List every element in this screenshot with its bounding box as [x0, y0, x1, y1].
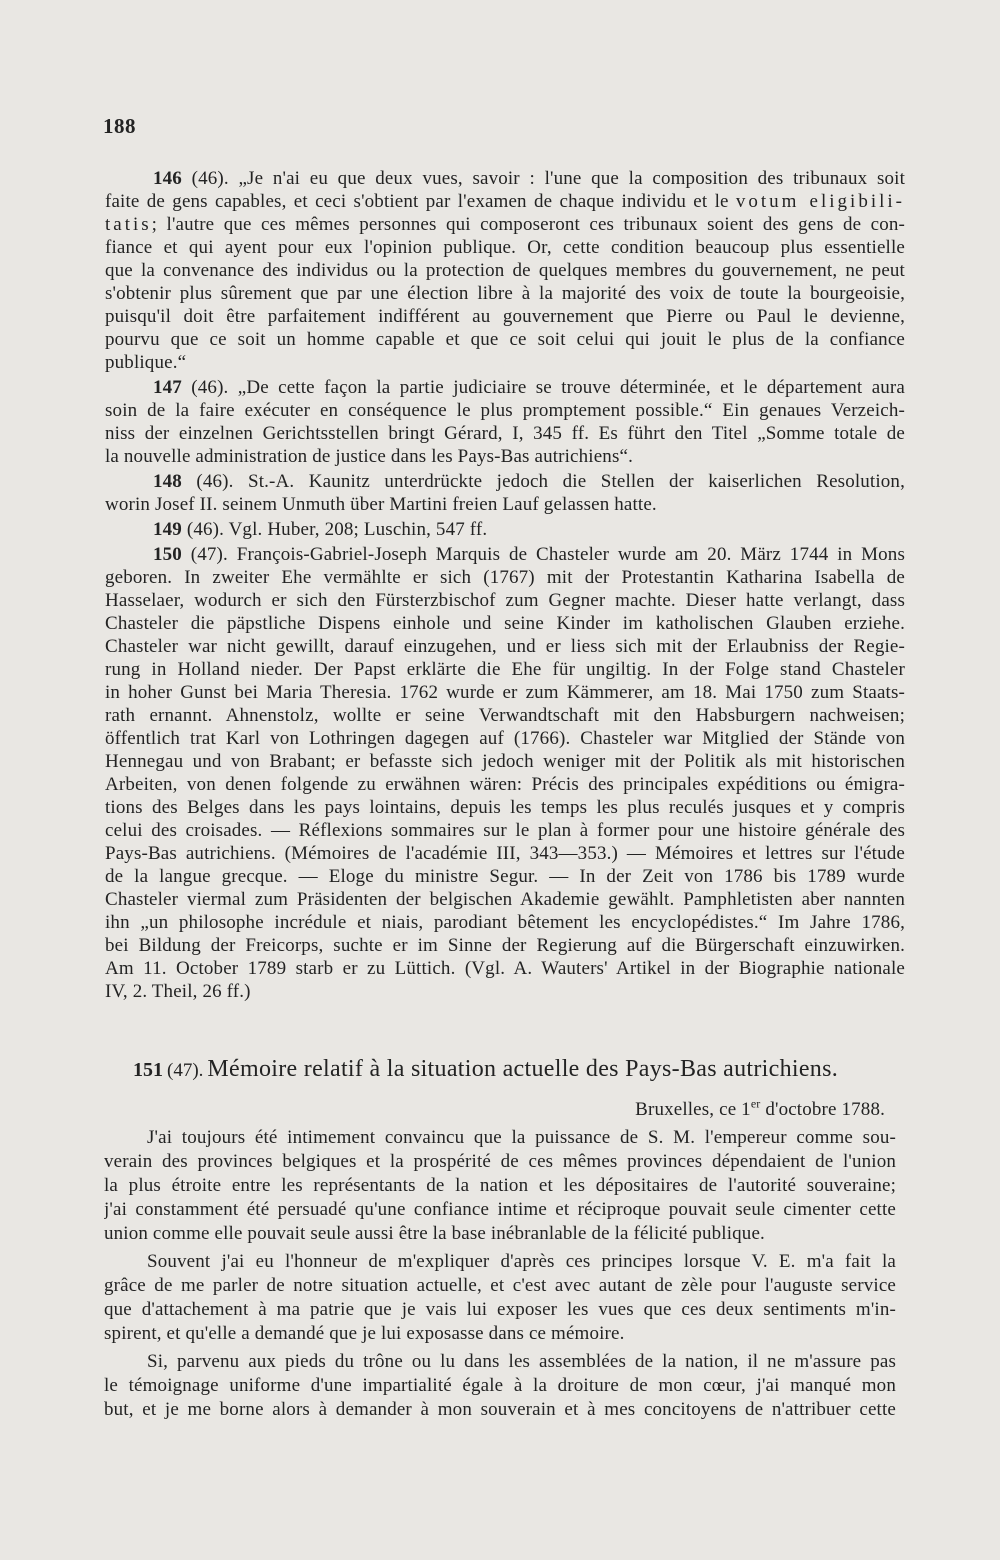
text-line: J'ai toujours été intimement convaincu que la puissance de S. M. l'empereur comme sou- [147, 1127, 896, 1148]
text-line [105, 518, 905, 541]
text-segment: (46). St.-A. Kaunitz unterdrückte jedoch die Stellen der kaiserlichen Resolution, [181, 471, 905, 492]
text-line: pourvu que ce soit un homme capable et que ce soit celui qui jouit le plus de la confiance [105, 329, 905, 350]
text-line: j'ai constamment été persuadé qu'une confiance intime et réciproque pouvait seule cimenter cette [104, 1199, 896, 1220]
text-line: Chasteler war nicht gewillt, darauf einzugehen, und er liess sich mit der Erlaubniss der Regie- [105, 636, 905, 657]
text-line: Arbeiten, von denen folgende zu erwähnen wären: Précis des principales expéditions ou émigra- [105, 774, 905, 795]
text-line [105, 376, 905, 399]
text-line: niss der einzelnen Gerichtsstellen bringt Gérard, I, 345 ff. Es führt den Titel „Somme totale de [105, 423, 905, 444]
text-line: rung in Holland nieder. Der Papst erklärte die Ehe für ungiltig. In der Folge stand Chasteler [105, 659, 905, 680]
text-segment: (46). „De cette façon la partie judiciaire se trouve déterminée, et le département aura [181, 377, 905, 398]
text-line [105, 213, 905, 236]
note-number: 147 [153, 377, 182, 398]
text-line: in hoher Gunst bei Maria Theresia. 1762 wurde er zum Kämmerer, am 18. Mai 1750 zum Staats- [105, 682, 905, 703]
text-line: öffentlich trat Karl von Lothringen dagegen auf (1766). Chasteler war Mitglied der Stände von [105, 728, 905, 749]
text-line [105, 543, 905, 566]
text-line: union comme elle pouvait seule aussi être la base inébranlable de la félicité publique. [104, 1223, 765, 1244]
note [105, 167, 905, 374]
text-line: worin Josef II. seinem Unmuth über Martini freien Lauf gelassen hatte. [105, 494, 657, 515]
section-number: 151 [133, 1059, 163, 1081]
text-line: soin de la faire exécuter en conséquence le plus promptement possible.“ Ein genaues Verzeich- [105, 400, 905, 421]
text-line: IV, 2. Theil, 26 ff.) [105, 981, 251, 1002]
text-segment: (46). Vgl. Huber, 208; Luschin, 547 ff. [181, 519, 488, 540]
text-line: que la convenance des individus ou la protection de quelques membres du gouvernement, ne peut [105, 260, 905, 281]
text-segment: (47). François-Gabriel-Joseph Marquis de Chasteler wurde am 20. März 1744 in Mons [181, 544, 905, 565]
text-line [105, 470, 905, 493]
note-number: 150 [153, 544, 182, 565]
text-line: s'obtenir plus sûrement que par une élection libre à la majorité des voix de toute la bourgeoisie, [105, 283, 905, 304]
text-line: que d'attachement à ma patrie que je vais lui exposer les vues que ces deux sentiments m'in- [104, 1299, 896, 1320]
note-number: 149 [153, 519, 182, 540]
section-title: Mémoire relatif à la situation actuelle des Pays-Bas autrichiens. [207, 1056, 839, 1082]
text-line: de la langue grecque. — Eloge du ministre Segur. — In der Zeit von 1786 bis 1789 wurde [105, 866, 905, 887]
text-line [105, 190, 905, 213]
text-line: grâce de me parler de notre situation actuelle, et c'est avec autant de zèle pour l'auguste service [104, 1275, 896, 1296]
text-line: geboren. In zweiter Ehe vermählte er sich (1767) mit der Protestantin Katharina Isabella de [105, 567, 905, 588]
page-number: 188 [103, 114, 136, 138]
spaced-text: votum eligibili- [735, 191, 905, 212]
dateline-month-year: d'octobre 1788. [760, 1099, 885, 1120]
paragraph [104, 1126, 896, 1246]
spaced-text: tatis [105, 214, 152, 235]
note-number: 146 [153, 168, 182, 189]
paragraph [104, 1250, 896, 1346]
text-line: Pays-Bas autrichiens. (Mémoires de l'académie III, 343—353.) — Mémoires et lettres sur l'étude [105, 843, 905, 864]
note [105, 470, 905, 516]
text-line: rath ernannt. Ahnenstolz, wollte er seine Verwandtschaft mit den Habsburgern nachweisen; [105, 705, 905, 726]
text-line: la nouvelle administration de justice dans les Pays-Bas autrichiens“. [105, 446, 633, 467]
text-line [105, 167, 905, 190]
note-number: 148 [153, 471, 182, 492]
text-line: but, et je me borne alors à demander à mon souverain et à mes concitoyens de n'attribuer cette [104, 1399, 896, 1420]
text-line: Hennegau und von Brabant; er befasste sich jedoch weniger mit der Politik als mit historischen [105, 751, 905, 772]
text-segment: faite de gens capables, et ceci s'obtient par l'examen de chaque individu et le [105, 191, 736, 212]
text-line: le témoignage uniforme d'une impartialité égale à la droiture de mon cœur, j'ai manqué mon [104, 1375, 896, 1396]
section-heading [133, 1054, 838, 1087]
text-line: Si, parvenu aux pieds du trône ou lu dans les assemblées de la nation, il ne m'assure pas [147, 1351, 896, 1372]
memoir-body [104, 1126, 896, 1422]
text-line: la plus étroite entre les représentants de la nation et les dépositaires de l'autorité souveraine; [104, 1175, 896, 1196]
text-line: Am 11. October 1789 starb er zu Lüttich. (Vgl. A. Wauters' Artikel in der Biographie nationale [105, 958, 905, 979]
note [105, 518, 905, 541]
text-segment: ; l'autre que ces mêmes personnes qui composeront ces tribunaux soient des gens de con- [151, 214, 905, 235]
text-line: Chasteler viermal zum Präsidenten der belgischen Akademie gewählt. Pamphletisten aber nannten [105, 889, 905, 910]
text-line: tions des Belges dans les pays lointains, depuis les temps les plus reculés jusques et y compris [105, 797, 905, 818]
note [105, 376, 905, 468]
text-line: ihn „un philosophe incrédule et niais, parodiant bêtement les encyclopédistes.“ Im Jahre 1786, [105, 912, 905, 933]
text-line: Hasselaer, wodurch er sich den Fürsterzbischof zum Gegner machte. Dieser hatte verlangt, dass [105, 590, 905, 611]
section-reference: (47). [167, 1060, 204, 1081]
dateline [635, 1098, 885, 1122]
text-line: verain des provinces belgiques et la prospérité de ces mêmes provinces dépendaient de l'union [104, 1151, 896, 1172]
text-line: Chasteler die päpstliche Dispens einhole und seine Kinder im katholischen Glauben erziehe. [105, 613, 905, 634]
text-line: fiance et qui ayent pour eux l'opinion publique. Or, cette condition beaucoup plus essentielle [105, 237, 905, 258]
note [105, 543, 905, 1003]
dateline-place-day: Bruxelles, ce 1 [635, 1099, 751, 1120]
text-line: bei Bildung der Freicorps, suchte er im Sinne der Regierung auf die Bürgerschaft einzuwirken. [105, 935, 905, 956]
text-line: puisqu'il doit être parfaitement indifférent au gouvernement que Pierre ou Paul le devienne, [105, 306, 905, 327]
text-line: Souvent j'ai eu l'honneur de m'expliquer d'après ces principes lorsque V. E. m'a fait la [147, 1251, 896, 1272]
text-segment: (46). „Je n'ai eu que deux vues, savoir : l'une que la composition des tribunaux soit [181, 168, 905, 189]
dateline-ordinal: er [750, 1096, 761, 1111]
text-line: publique.“ [105, 352, 187, 373]
notes-section [105, 167, 905, 1003]
text-line: celui des croisades. — Réflexions sommaires sur le plan à former pour une histoire générale des [105, 820, 905, 841]
text-line: spirent, et qu'elle a demandé que je lui exposasse dans ce mémoire. [104, 1323, 625, 1344]
paragraph [104, 1350, 896, 1422]
